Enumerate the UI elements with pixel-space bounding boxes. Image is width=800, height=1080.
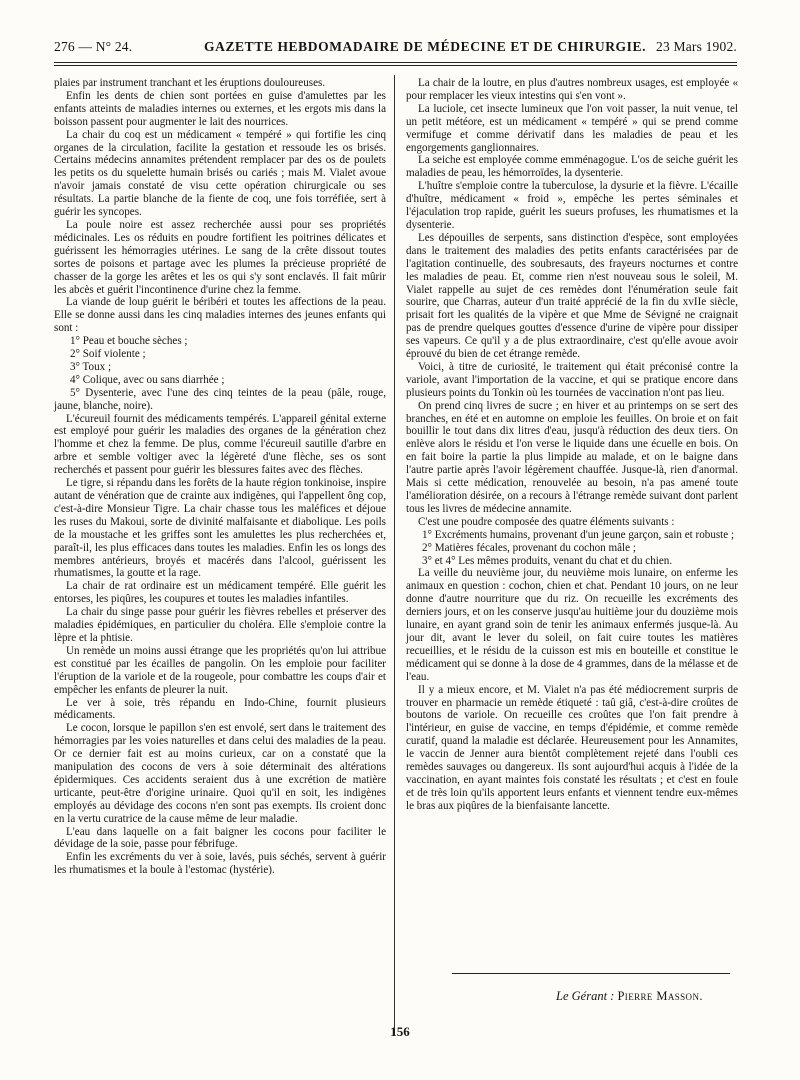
list-item: 3° Toux ; bbox=[70, 360, 112, 373]
paragraph: On prend cinq livres de sucre ; en hiver et au printemps on se sert des branches, en été et en automne on emploie les feuilles. On broie et on fait bouillir le tout dans dix litres d'eau, jusqu'à réduction des deux tiers. On enlève alors le résidu et l'on verse le liquide dans une écuelle en bois. On en fait boire la partie la plus limpide au malade, et on le baigne dans l'autre partie après l'avoir légèrement chauffée. Jusque-là, rien d'anormal. Mais si cette médication, renouvelée au besoin, n'a pas amené toute l'amélioration désirée, on a recours à l'étrange remède suivant dont parlent tous les livres de médecine annamite. bbox=[406, 399, 738, 515]
paragraph: Enfin les excréments du ver à soie, lavés, puis séchés, servent à guérir les rhumatismes et la boule à l'estomac (hystérie). bbox=[54, 851, 386, 877]
gerant-name: Pierre Masson. bbox=[617, 989, 703, 1003]
header-rule-bottom bbox=[54, 65, 737, 66]
paragraph: L'eau dans laquelle on a fait baigner les cocons pour faciliter le dévidage de la soie, passe pour fébrifuge. bbox=[54, 825, 386, 851]
header-rule-top bbox=[54, 62, 737, 63]
list-item: 1° Excréments humains, provenant d'un jeune garçon, sain et robuste ; bbox=[422, 528, 735, 541]
paragraph: Voici, à titre de curiosité, le traitement qui était préconisé contre la variole, avant l'importation de la vaccine, et qui se pratique encore dans plusieurs points du Tonkin où les tournées de vaccination n'ont pas lieu. bbox=[406, 360, 738, 399]
paragraph: Il y a mieux encore, et M. Vialet n'a pas été médiocrement surpris de trouver en pharmacie un remède étiqueté : taû giâ, c'est-à-dire croûtes de boutons de variole. On recueille ces croûtes que l'on fait prendre à l'intérieur, en guise de vaccine, en temps d'épidémie, et comme remède curatif, quand la maladie est déclarée. Heureusement pour les Annamites, le vaccin de Jenner aura bientôt complètement rejeté dans l'oubli ces remèdes sauvages ou dangereux. Ils sont aujourd'hui acquis à l'idée de la vaccination, en ayant maintes fois constaté les résultats ; et c'est en foule et de très loin qu'ils apportent leurs enfants et viennent tendre eux-mêmes le bras aux piqûres de la bienfaisante lancette. bbox=[406, 683, 738, 812]
paragraph: La poule noire est assez recherchée aussi pour ses propriétés médicinales. Les os réduits en poudre fortifient les poitrines délicates et guérissent les hémorragies utérines. Le sang de la crête dissout toutes sortes de poisons et partage avec les plumes la précieuse propriété de chasser de la gorge les arêtes et les os qui s'y sont enclavés. Il fait mûrir les abcès et guérit l'incontinence d'urine chez la femme. bbox=[54, 218, 386, 296]
paragraph: plaies par instrument tranchant et les éruptions douloureuses. bbox=[54, 77, 326, 89]
page-number-issue: 276 — N° 24. bbox=[54, 39, 133, 54]
paragraph: La chair de la loutre, en plus d'autres nombreux usages, est employée « pour remplacer les vieux intestins qui s'en vont ». bbox=[406, 77, 738, 102]
paragraph: La seiche est employée comme emménagogue. L'os de seiche guérit les maladies de peau, les hémorroïdes, la dysenterie. bbox=[406, 154, 738, 180]
paragraph: La luciole, cet insecte lumineux que l'on voit passer, la nuit venue, tel un petit météore, est un médicament « tempéré » qui se prend comme vermifuge et comme dérivatif dans les maladies de peau et les engorgements ganglionnaires. bbox=[406, 102, 738, 154]
paragraph: La viande de loup guérit le béribéri et toutes les affections de la peau. Elle se donne aussi dans les cinq maladies internes des jeunes enfants qui sont : bbox=[54, 296, 386, 335]
paragraph: La veille du neuvième jour, du neuvième mois lunaire, on enferme les animaux en question : cochon, chien et chat. Pendant 10 jours, on ne leur donne d'autre nourriture que du riz. On recueille les excréments des derniers jours, et on les conserve jusqu'au huitième jour du douzième mois lunaire, en ayant grand soin de tenir les animaux enfermés jusque-là. Au jour dit, avant le lever du soleil, on fait cuire toutes les matières recueillies, et le résidu de la cuisson est mis en bouteille et constitue le médicament qui se donne à la dose de 4 grammes, dans de la mélasse et de l'eau. bbox=[406, 567, 738, 683]
paragraph: Les dépouilles de serpents, sans distinction d'espèce, sont employées dans le traitement des maladies des petits enfants caractérisées par de l'agitation continuelle, des soubresauts, des frayeurs nocturnes et contre les maladies de peau. Et, comme rien n'est nouveau sous le soleil, M. Vialet rappelle au sujet de ces remèdes dont l'énumération seule fait sourire, que Charras, auteur d'un traité apprécié de la fin du xvIIe siècle, prisait fort les qualités de la vipère et que Mme de Sévigné ne craignait pas de prendre quelques gouttes d'essence d'urine de vipère pour dissiper ses vapeurs. Ce qu'il y a de plus extraordinaire, c'est qu'elle avoue avoir éprouvé du bien de cet étrange remède. bbox=[406, 231, 738, 361]
paragraph: Le cocon, lorsque le papillon s'en est envolé, sert dans le traitement des hémorragies par les voies naturelles et dans celui des maladies de la peau. Or ce dernier fait est au moins curieux, car on a constaté que la manipulation des cocons de vers à soie déterminait des altérations épidermiques. Ces accidents seraient dus à une excrétion de matière urticante, peut-être d'origine urinaire. Quoi qu'il en soit, les indigènes employés au dévidage des cocons n'en sont pas exempts. Ils croient donc en la vertu curatrice de la cause même de leur maladie. bbox=[54, 722, 386, 825]
paragraph: L'écureuil fournit des médicaments tempérés. L'appareil génital externe est employé pour guérir les maladies des organes de la génération chez l'homme et chez la femme. De plus, comme l'écureuil sautille d'arbre en arbre et semble voltiger avec la légèreté d'une flèche, ses os sont recherchés et passent pour guérir les blessures faites avec des flèches. bbox=[54, 412, 386, 477]
running-header bbox=[54, 36, 737, 58]
right-column bbox=[406, 77, 738, 813]
paragraph: Un remède un moins aussi étrange que les propriétés qu'on lui attribue est constitué par les écailles de pangolin. On les emploie pour faciliter l'éruption de la variole et de la rougeole, pour combattre les coups d'air et empêcher les enfants de pleurer la nuit. bbox=[54, 644, 386, 696]
gerant-signature bbox=[556, 989, 703, 1004]
article-end-rule bbox=[452, 973, 730, 974]
issue-date: 23 Mars 1902. bbox=[656, 39, 737, 54]
paragraph: La chair du singe passe pour guérir les fièvres rebelles et préserver des maladies épidémiques, en particulier du choléra. Elle s'emploie contre la lèpre et la phtisie. bbox=[54, 606, 386, 644]
paragraph: La chair du coq est un médicament « tempéré » qui fortifie les cinq organes de la circulation, facilite la gestation et ressoude les os brisés. Certains médecins annamites prétendent remplacer par des os de poulets les petits os du squelette humain brisés ou cariés ; mais M. Vialet avoue n'avoir jamais constaté de visu cette opération chirurgicale ou ses résultats. La partie blanche de la fiente de coq, une fois torréfiée, sert à guérir les syncopes. bbox=[54, 128, 386, 219]
list-item: 5° Dysenterie, avec l'une des cinq teintes de la peau (pâle, rouge, jaune, blanche, noire). bbox=[54, 386, 386, 412]
paragraph: C'est une poudre composée des quatre éléments suivants : bbox=[418, 515, 675, 528]
paragraph: L'huître s'emploie contre la tuberculose, la dysurie et la fièvre. L'écaille d'huître, médicament « froid », empêche les pertes séminales et l'éjaculation trop rapide, guérit les sueurs profuses, les rhumatismes et la dysenterie. bbox=[406, 180, 738, 231]
list-item: 2° Soif violente ; bbox=[70, 348, 146, 361]
list-item: 3° et 4° Les mêmes produits, venant du chat et du chien. bbox=[422, 554, 673, 567]
list-item: 4° Colique, avec ou sans diarrhée ; bbox=[70, 373, 225, 386]
folio-number: 156 bbox=[390, 1024, 410, 1039]
gerant-label: Le Gérant : bbox=[556, 989, 615, 1003]
paragraph: Le tigre, si répandu dans les forêts de la haute région tonkinoise, inspire autant de vénération que de crainte aux indigènes, qui l'appellent ông cop, c'est-à-dire Monsieur Tigre. La chair chasse tous les maléfices et déjoue les ruses du Makoui, sorte de divinité malfaisante et diabolique. Les poils de la moustache et les griffes sont les amulettes les plus recherchées et, paraît-il, les plus efficaces dans toutes les maladies. Enfin les os longs des membres antérieurs, broyés et macérés dans l'alcool, guérissent les rhumatismes, la goutte et la rage. bbox=[54, 477, 386, 580]
column-divider bbox=[394, 75, 395, 1035]
paragraph: Enfin les dents de chien sont portées en guise d'amulettes par les enfants atteints de maladies internes ou externes, et les ergots mis dans la boisson passent pour augmenter le lait des nourrices. bbox=[54, 89, 386, 128]
paragraph: Le ver à soie, très répandu en Indo-Chine, fournit plusieurs médicaments. bbox=[54, 696, 386, 722]
left-column bbox=[54, 77, 386, 877]
journal-title: GAZETTE HEBDOMADAIRE DE MÉDECINE ET DE CHIRURGIE. bbox=[204, 39, 647, 54]
list-item: 1° Peau et bouche sèches ; bbox=[70, 335, 188, 348]
paragraph: La chair de rat ordinaire est un médicament tempéré. Elle guérit les entorses, les piqûres, les coupures et toutes les maladies infantiles. bbox=[54, 580, 386, 606]
list-item: 2° Matières fécales, provenant du cochon mâle ; bbox=[422, 541, 636, 554]
